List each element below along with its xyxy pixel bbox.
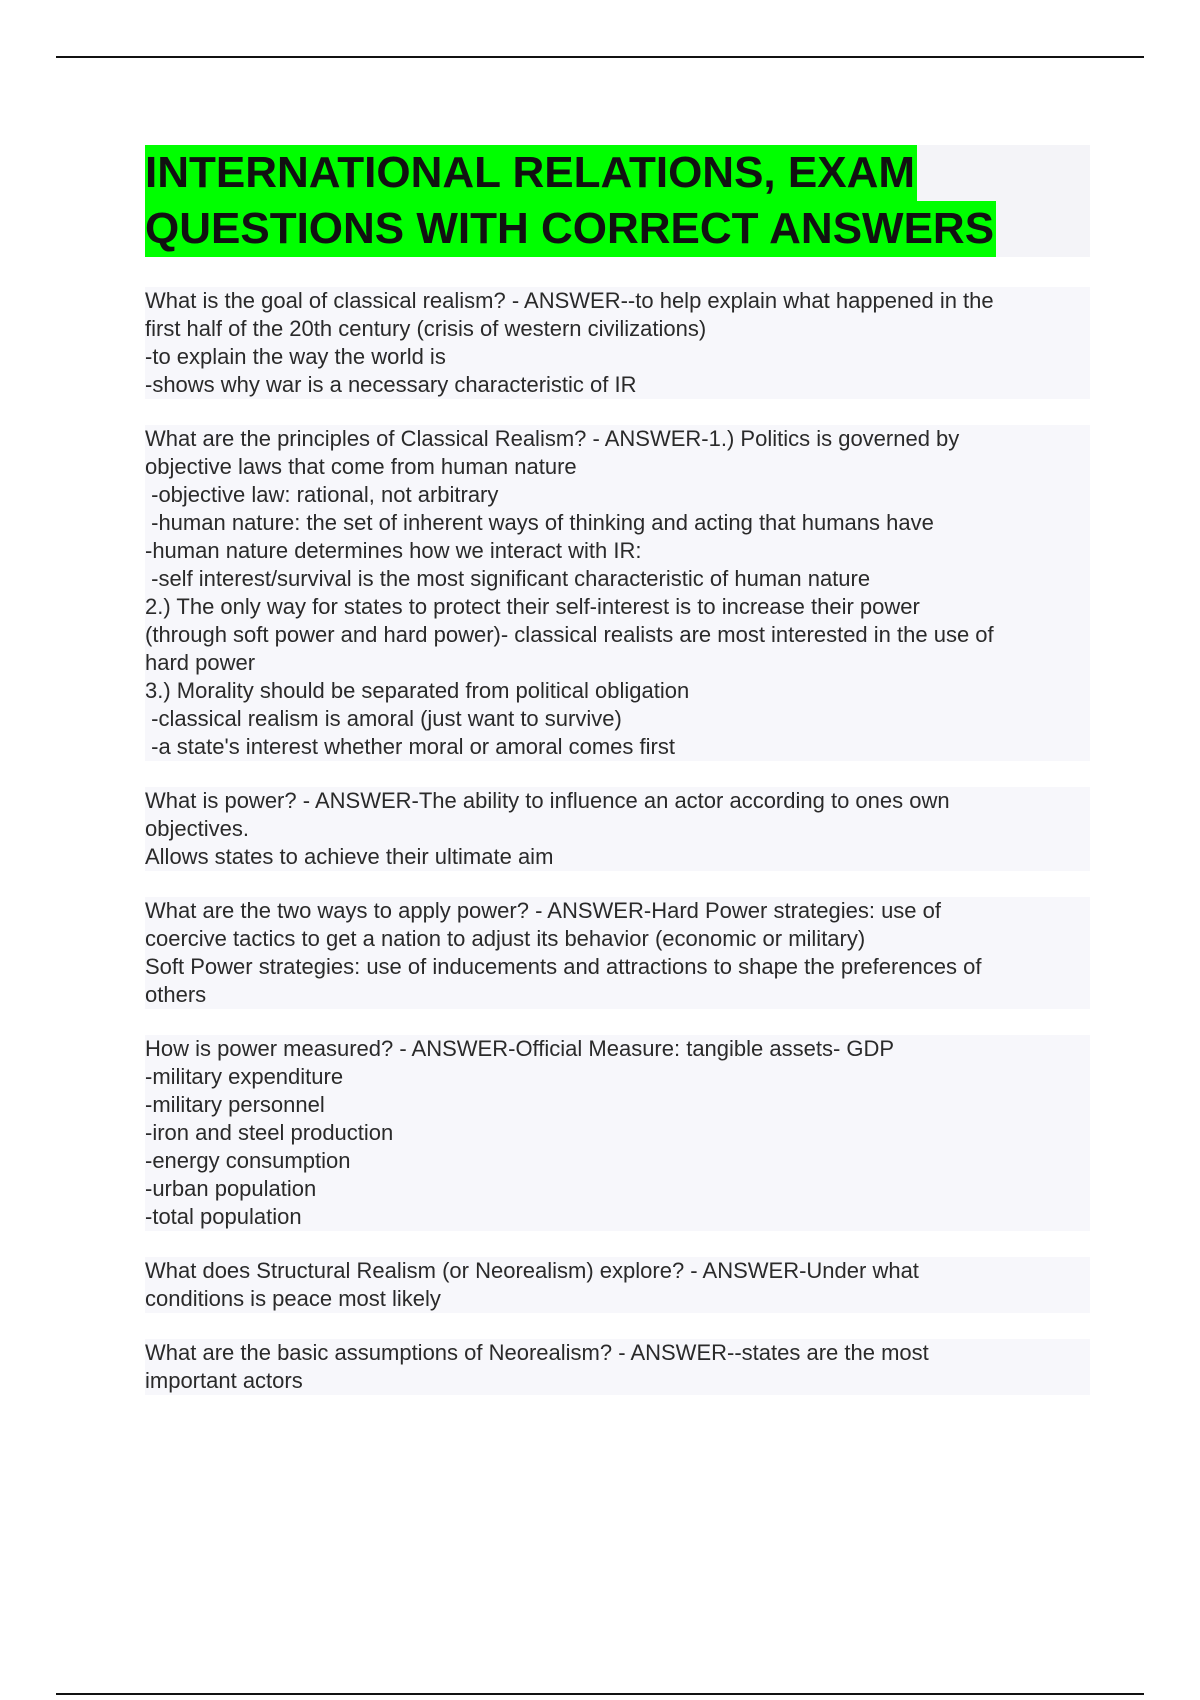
bottom-rule: [56, 1693, 1144, 1695]
title-line-2: QUESTIONS WITH CORRECT ANSWERS: [145, 201, 996, 257]
qa-line: hard power: [145, 650, 256, 675]
qa-line: -classical realism is amoral (just want to survive): [145, 706, 622, 731]
qa-line: conditions is peace most likely: [145, 1286, 441, 1311]
qa-item: [145, 1339, 1090, 1395]
qa-line: What are the two ways to apply power? - ANSWER-Hard Power strategies: use of: [145, 898, 941, 923]
qa-line: -human nature determines how we interact with IR:: [145, 538, 642, 563]
qa-line: (through soft power and hard power)- classical realists are most interested in the use of: [145, 622, 994, 647]
qa-line: important actors: [145, 1368, 303, 1393]
qa-item: [145, 287, 1090, 399]
qa-item: [145, 1257, 1090, 1313]
qa-line: -urban population: [145, 1176, 317, 1201]
title-line-1: INTERNATIONAL RELATIONS, EXAM: [145, 145, 917, 201]
qa-line: -military expenditure: [145, 1064, 344, 1089]
qa-line: How is power measured? - ANSWER-Official Measure: tangible assets- GDP: [145, 1036, 895, 1061]
document-title: [145, 145, 1090, 257]
qa-list: [145, 287, 1090, 1395]
qa-line: What is power? - ANSWER-The ability to influence an actor according to ones own: [145, 788, 950, 813]
qa-item: [145, 787, 1090, 871]
qa-line: 3.) Morality should be separated from political obligation: [145, 678, 690, 703]
qa-line: coercive tactics to get a nation to adjust its behavior (economic or military): [145, 926, 866, 951]
qa-line: What are the basic assumptions of Neorealism? - ANSWER--states are the most: [145, 1340, 929, 1365]
qa-item: [145, 425, 1090, 761]
qa-line: -energy consumption: [145, 1148, 351, 1173]
qa-line: Allows states to achieve their ultimate aim: [145, 844, 554, 869]
qa-line: Soft Power strategies: use of inducements and attractions to shape the preferences of: [145, 954, 982, 979]
qa-line: -iron and steel production: [145, 1120, 394, 1145]
qa-line: -self interest/survival is the most significant characteristic of human nature: [145, 566, 871, 591]
qa-line: What is the goal of classical realism? - ANSWER--to help explain what happened in the: [145, 288, 994, 313]
document-content: [145, 145, 1090, 1395]
qa-line: What are the principles of Classical Realism? - ANSWER-1.) Politics is governed by: [145, 426, 960, 451]
top-rule: [56, 56, 1144, 58]
qa-line: -shows why war is a necessary characteristic of IR: [145, 372, 637, 397]
qa-line: -military personnel: [145, 1092, 325, 1117]
qa-item: [145, 1035, 1090, 1231]
qa-line: objective laws that come from human nature: [145, 454, 577, 479]
qa-line: others: [145, 982, 207, 1007]
qa-line: 2.) The only way for states to protect their self-interest is to increase their power: [145, 594, 920, 619]
qa-line: -human nature: the set of inherent ways of thinking and acting that humans have: [145, 510, 934, 535]
qa-item: [145, 897, 1090, 1009]
qa-line: -total population: [145, 1204, 302, 1229]
qa-line: -a state's interest whether moral or amoral comes first: [145, 734, 675, 759]
qa-line: -to explain the way the world is: [145, 344, 446, 369]
qa-line: -objective law: rational, not arbitrary: [145, 482, 499, 507]
qa-line: What does Structural Realism (or Neorealism) explore? - ANSWER-Under what: [145, 1258, 919, 1283]
qa-line: objectives.: [145, 816, 249, 841]
qa-line: first half of the 20th century (crisis of western civilizations): [145, 316, 707, 341]
